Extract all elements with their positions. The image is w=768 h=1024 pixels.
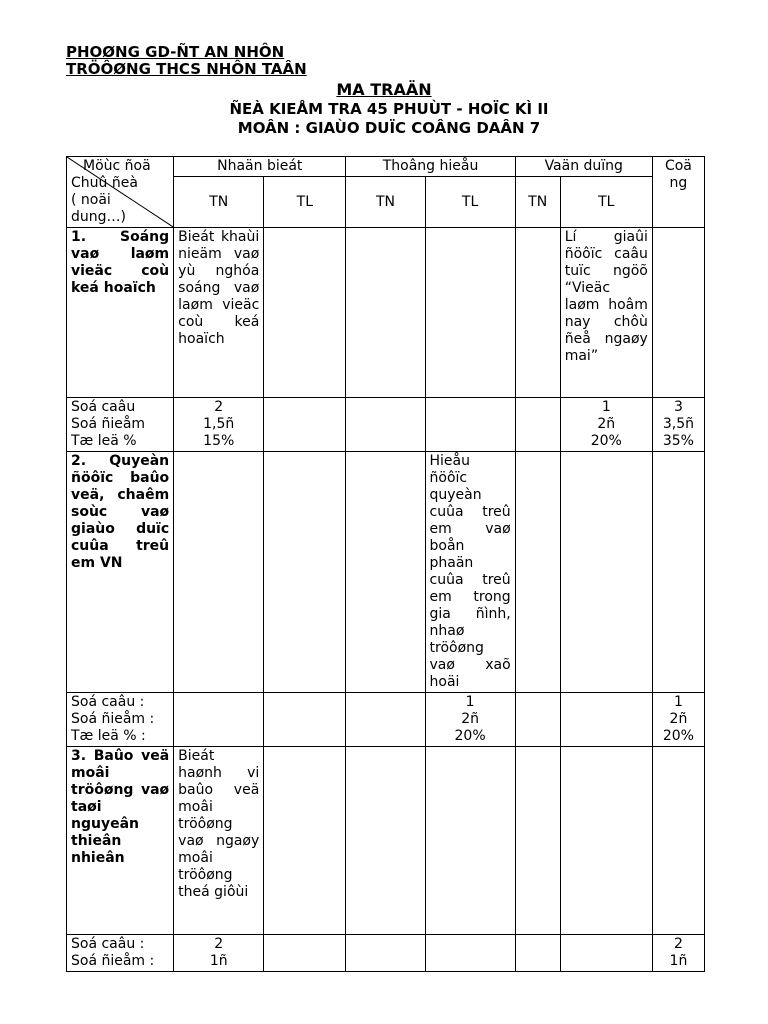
topic3-total: 2 1ñ <box>652 935 704 972</box>
topic3-nb-tn-stats: 2 1ñ <box>174 935 264 972</box>
subject-title: MOÂN : GIAÙO DUÏC COÂNG DAÂN 7 <box>237 119 541 137</box>
sub-th-tl: TL <box>425 177 515 228</box>
topic2-total: 1 2ñ 20% <box>652 693 704 747</box>
doc-title: MA TRAÄN <box>336 80 432 99</box>
topic2-row <box>67 452 705 693</box>
topic3-row <box>67 747 705 935</box>
topic1-stat-labels: Soá caâu Soá ñieåm Tæ leä % <box>67 398 174 452</box>
sub-th-tn: TN <box>346 177 425 228</box>
topic1-nb-tn-stats: 2 1,5ñ 15% <box>174 398 264 452</box>
exam-title: ÑEÀ KIEÅM TRA 45 PHUÙT - HOÏC KÌ II <box>229 100 549 118</box>
topic1-name: 1. Soáng vaø laøm vieäc coù keá hoaïch <box>67 228 174 398</box>
school-name: TRÖÔØNG THCS NHÔN TAÂN <box>66 60 307 78</box>
sub-nb-tl: TL <box>264 177 346 228</box>
topic2-th-tl: Hieåu ñöôïc quyeàn cuûa treû em vaø boån phaän cuûa treû em trong gia ñình, nhaø tröôøng vaø xaõ hoäi <box>425 452 515 693</box>
department-name: PHOØNG GD-ÑT AN NHÔN <box>66 43 285 61</box>
sub-vd-tn: TN <box>515 177 560 228</box>
corner-bottom-label: Chuû ñeà ( noäi dung…) <box>71 175 138 225</box>
topic2-th-tl-stats: 1 2ñ 20% <box>425 693 515 747</box>
group-understand: Thoâng hieåu <box>346 157 515 177</box>
group-total: Coä ng <box>652 157 704 228</box>
topic1-nb-tn: Bieát khaùi nieäm vaø yù nghóa soáng vaø laøm vieäc coù keá hoaïch <box>174 228 264 398</box>
topic1-row <box>67 228 705 398</box>
topic3-stat-labels: Soá caâu : Soá ñieåm : <box>67 935 174 972</box>
group-apply: Vaän duïng <box>515 157 652 177</box>
header-row-1 <box>67 157 705 177</box>
topic2-stat-labels: Soá caâu : Soá ñieåm : Tæ leä % : <box>67 693 174 747</box>
topic2-stats-row <box>67 693 705 747</box>
topic1-vd-tl-stats: 1 2ñ 20% <box>560 398 652 452</box>
topic1-vd-tl: Lí giaûi ñöôïc caâu tuïc ngöõ “Vieäc laøm hoâm nay chôù ñeå ngaøy mai” <box>560 228 652 398</box>
corner-cell <box>67 157 174 228</box>
topic3-nb-tn: Bieát haønh vi baûo veä moâi tröôøng vaø ngaøy moâi tröôøng theá giôùi <box>174 747 264 935</box>
group-recognize: Nhaän bieát <box>174 157 346 177</box>
sub-vd-tl: TL <box>560 177 652 228</box>
topic1-stats-row <box>67 398 705 452</box>
matrix-table <box>66 156 705 972</box>
diagonal-line <box>67 157 173 227</box>
topic3-name: 3. Baûo veä moâi tröôøng vaø taøi nguyeân thieân nhieân <box>67 747 174 935</box>
corner-top-label: Möùc ñoä <box>83 158 151 174</box>
sub-nb-tn: TN <box>174 177 264 228</box>
topic3-stats-row <box>67 935 705 972</box>
topic2-name: 2. Quyeàn ñöôïc baûo veä, chaêm soùc vaø giaùo duïc cuûa treû em VN <box>67 452 174 693</box>
topic1-total: 3 3,5ñ 35% <box>652 398 704 452</box>
